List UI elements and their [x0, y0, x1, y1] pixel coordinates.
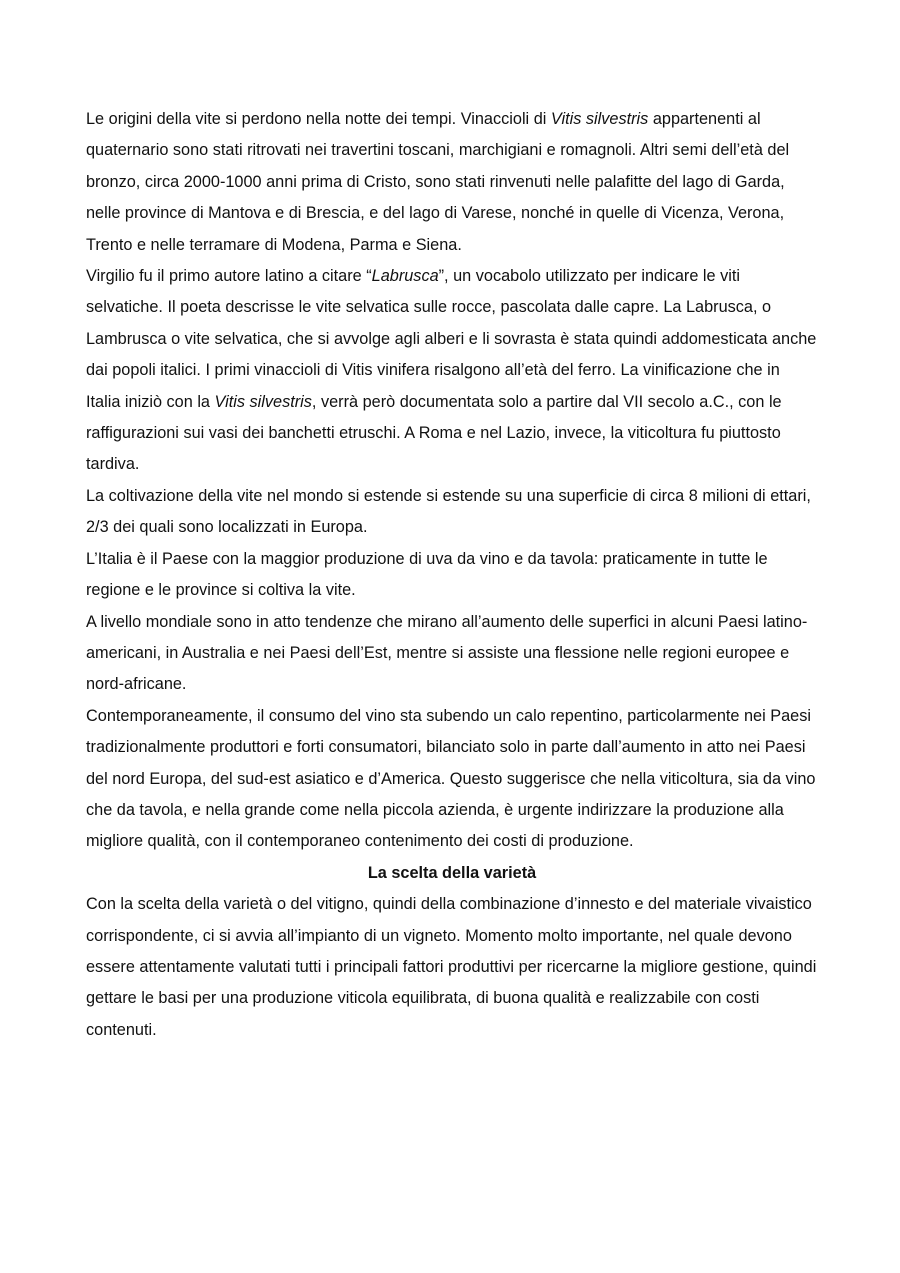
italic-term: Labrusca — [371, 267, 439, 286]
section-heading: La scelta della varietà — [367, 863, 537, 882]
text-run: ”, un vocabolo utilizzato per indicare le viti selvatiche. Il poeta descrisse le vite selvatica sulle rocce, pascolata dalle capre. La Labrusca, o Lambrusca o vite selvatica, che si avvolge agli alberi e li sovrasta è stata quindi addomesticata anche dai popoli italici. I primi vinaccioli di Vitis vinifera risalgono all’età del ferro. La vinificazione che in Italia iniziò con la — [86, 267, 817, 411]
text-run: appartenenti al quaternario sono stati ritrovati nei travertini toscani, marchigiani e romagnoli. Altri semi dell’età del bronzo, circa 2000-1000 anni prima di Cristo, sono stati rinvenuti nelle palafitte del lago di Garda, nelle province di Mantova e di Brescia, e del lago di Varese, nonché in quelle di Vicenza, Verona, Trento e nelle terramare di Modena, Parma e Siena. — [86, 110, 790, 254]
text-run: , verrà però documentata solo a partire dal VII secolo a.C., con le raffigurazioni sui vasi dei banchetti etruschi. A Roma e nel Lazio, invece, la viticoltura fu piuttosto tardiva. — [86, 392, 782, 474]
italic-term: Vitis silvestris — [550, 110, 649, 128]
paragraph-italy-production: L’Italia è il Paese con la maggior produzione di uva da vino e da tavola: praticamente in tutte le regione e le province si coltiva la vite. — [86, 549, 768, 600]
italic-term: Vitis silvestris — [214, 392, 312, 411]
paragraph-world-trends: A livello mondiale sono in atto tendenze che mirano all’aumento delle superfici in alcuni Paesi latino-americani, in Australia e nei Paesi dell’Est, mentre si assiste una flessione nelle regioni europee e nord-africane. — [86, 612, 808, 694]
paragraph-world-cultivation: La coltivazione della vite nel mondo si estende si estende su una superficie di circa 8 milioni di ettari, 2/3 dei quali sono localizzati in Europa. — [86, 486, 811, 537]
paragraph-variety-choice: Con la scelta della varietà o del vitigno, quindi della combinazione d’innesto e del materiale vivaistico corrispondente, ci si avvia all’impianto di un vigneto. Momento molto importante, nel quale devono essere attentamente valutati tutti i principali fattori produttivi per ricercarne la migliore gestione, quindi gettare le basi per una produzione viticola equilibrata, di buona qualità e realizzabile con costi contenuti. — [86, 895, 817, 1039]
text-run: Virgilio fu il primo autore latino a citare “ — [86, 267, 372, 286]
text-run: Le origini della vite si perdono nella notte dei tempi. Vinaccioli di — [86, 110, 551, 128]
paragraph-virgilio — [86, 261, 818, 481]
paragraph-consumption: Contemporaneamente, il consumo del vino sta subendo un calo repentino, particolarmente nei Paesi tradizionalmente produttori e forti consumatori, bilanciato solo in parte dall’aumento in atto nei Paesi del nord Europa, del sud-est asiatico e d’America. Questo suggerisce che nella viticoltura, sia da vino che da tavola, e nella grande come nella piccola azienda, è urgente indirizzare la produzione alla migliore qualità, con il contemporaneo contenimento dei costi di produzione. — [86, 706, 816, 851]
document-page — [86, 104, 818, 1046]
paragraph-origins — [86, 104, 818, 261]
